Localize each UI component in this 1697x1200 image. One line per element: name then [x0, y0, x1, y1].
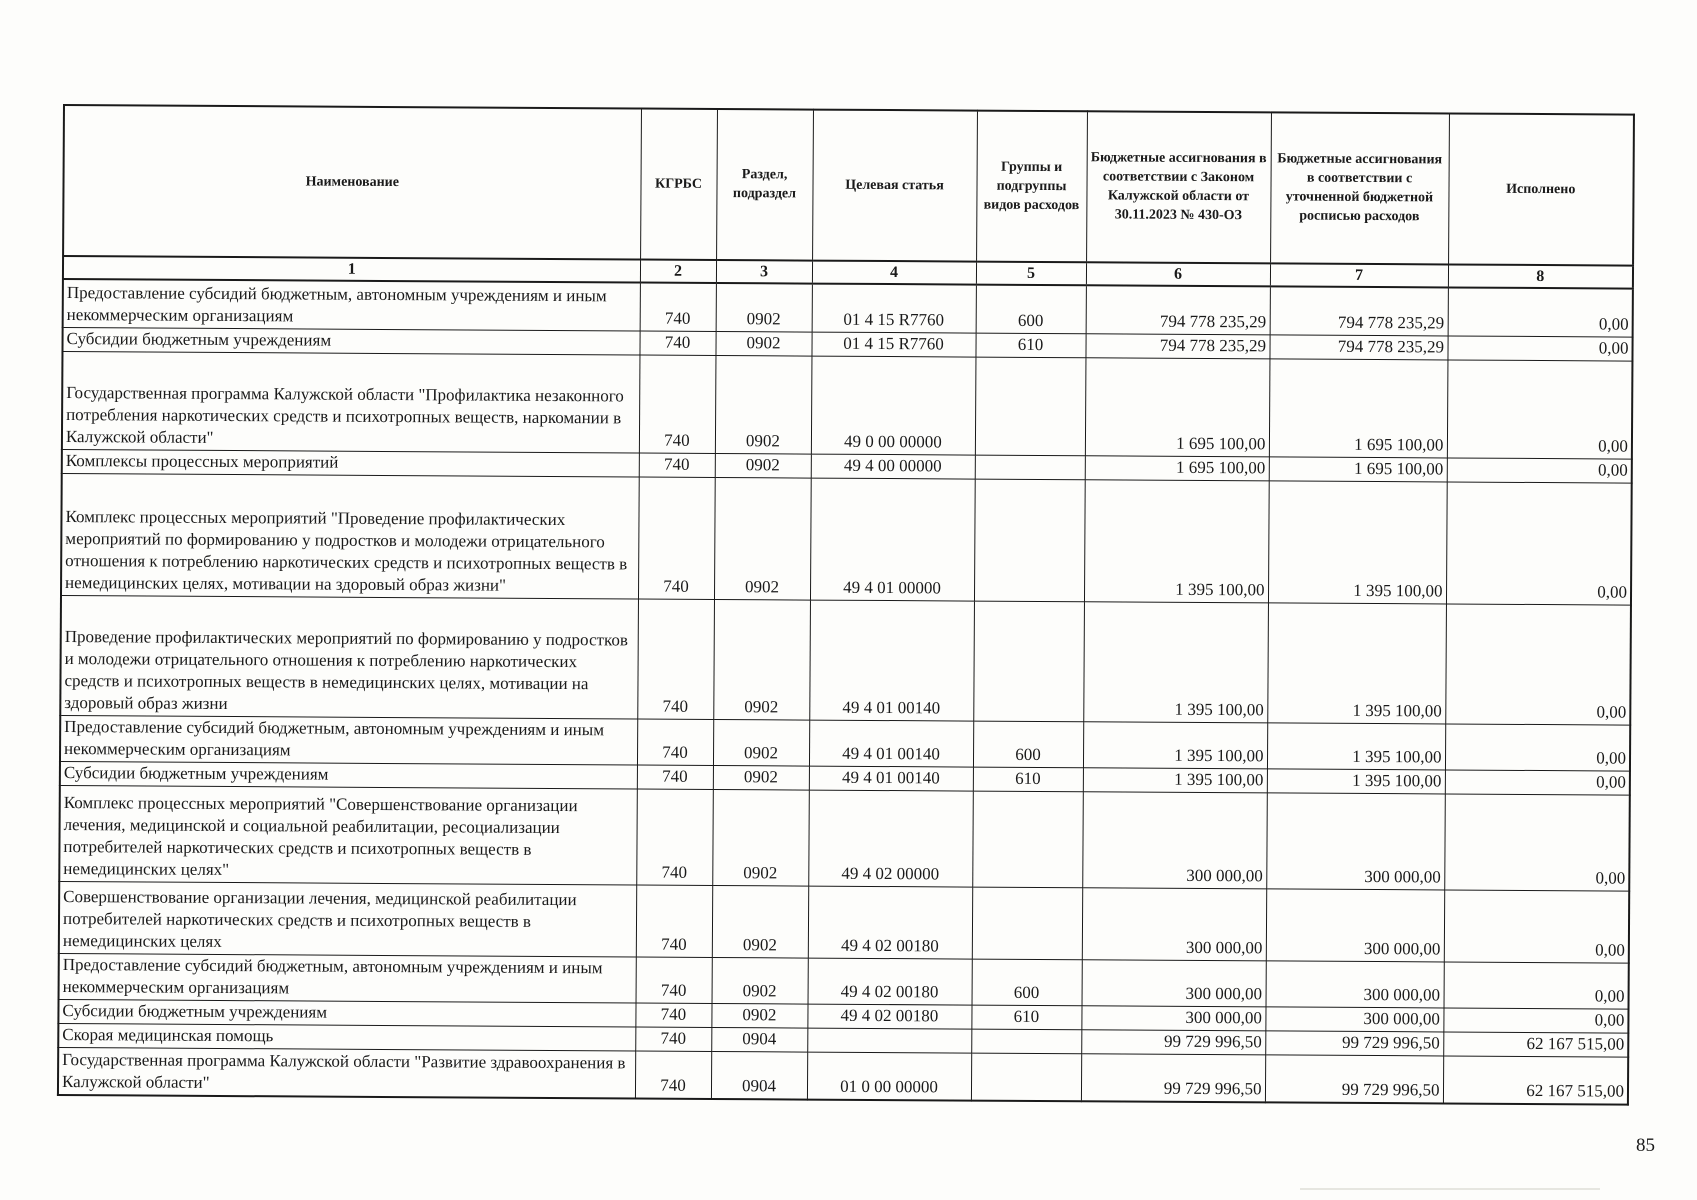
- row-refined-amount: 1 395 100,00: [1267, 722, 1445, 769]
- row-name: Комплекс процессных мероприятий "Совершенствование организации лечения, медицинской и социальной реабилитации, ресоциализации потребителей наркотических средств и психотропных веществ в немедицинских целях": [59, 785, 637, 885]
- row-refined-amount: 99 729 996,50: [1265, 1054, 1443, 1103]
- row-section: 0902: [712, 957, 808, 1004]
- row-group: [973, 601, 1084, 722]
- row-kgrbs: 740: [637, 719, 713, 765]
- column-number: 7: [1270, 263, 1448, 287]
- scan-artifact: [1300, 1188, 1600, 1190]
- row-kgrbs: 740: [639, 453, 715, 477]
- row-kgrbs: 740: [635, 1027, 711, 1051]
- table-row: [58, 1047, 1628, 1105]
- row-name: Комплекс процессных мероприятий "Проведение профилактических мероприятий по формированию у подростков и молодежи отрицательного отношения к потреблению наркотических средств и психотропных веществ в немедицинских целях, мотивации на здоровый образ жизни": [61, 473, 639, 599]
- row-target: 49 4 02 00180: [808, 958, 972, 1005]
- row-kgrbs: 740: [637, 599, 714, 719]
- row-target: 49 4 01 00140: [809, 720, 973, 767]
- row-law-amount: 794 778 235,29: [1085, 333, 1269, 358]
- header-refined-allocations: Бюджетные ассигнования в соответствии с уточненной бюджетной росписью расходов: [1270, 112, 1449, 264]
- row-law-amount: 99 729 996,50: [1081, 1053, 1265, 1102]
- row-name: Предоставление субсидий бюджетным, автономным учреждениям и иным некоммерческим организациям: [60, 715, 637, 765]
- row-law-amount: 1 395 100,00: [1084, 479, 1269, 602]
- row-law-amount: 794 778 235,29: [1086, 285, 1270, 334]
- row-name: Комплексы процессных мероприятий: [62, 449, 639, 477]
- table-row: [59, 881, 1629, 963]
- header-section: Раздел, подраздел: [716, 109, 813, 261]
- row-group: [974, 479, 1085, 602]
- row-group: 600: [973, 721, 1083, 768]
- row-kgrbs: 740: [638, 477, 715, 599]
- row-law-amount: 1 695 100,00: [1085, 357, 1270, 456]
- row-refined-amount: 1 695 100,00: [1269, 358, 1448, 457]
- row-kgrbs: 740: [636, 885, 712, 957]
- row-target: 01 4 15 R7760: [811, 332, 975, 357]
- header-groups: Группы и подгруппы видов расходов: [976, 111, 1087, 263]
- row-section: 0902: [711, 1003, 807, 1028]
- row-group: 600: [972, 959, 1082, 1006]
- row-executed-amount: 0,00: [1444, 889, 1629, 962]
- row-section: 0902: [715, 331, 811, 356]
- row-name: Субсидии бюджетным учреждениям: [60, 761, 637, 789]
- column-number: 8: [1448, 264, 1633, 288]
- row-executed-amount: 0,00: [1444, 961, 1629, 1008]
- row-refined-amount: 794 778 235,29: [1269, 334, 1447, 359]
- table-row: [61, 473, 1632, 605]
- row-executed-amount: 0,00: [1448, 287, 1633, 336]
- row-law-amount: 300 000,00: [1082, 791, 1267, 888]
- row-group: 610: [971, 1005, 1081, 1030]
- row-executed-amount: 62 167 515,00: [1443, 1055, 1628, 1104]
- row-kgrbs: 740: [635, 1051, 711, 1099]
- row-kgrbs: 740: [640, 283, 716, 331]
- header-kgrbs: КГРБС: [640, 109, 717, 260]
- row-group: [972, 887, 1082, 960]
- row-section: 0902: [713, 719, 809, 766]
- row-executed-amount: 0,00: [1445, 723, 1630, 770]
- row-group: 610: [975, 333, 1085, 358]
- row-section: 0902: [715, 355, 812, 454]
- column-number: 3: [716, 260, 812, 284]
- row-target: 49 4 01 00140: [809, 600, 974, 721]
- row-group: 610: [973, 767, 1083, 792]
- row-name: Проведение профилактических мероприятий по формированию у подростков и молодежи отрицательного отношения к потреблению наркотических средств и психотропных веществ в немедицинских целях, мотивации на здоровый образ жизни: [60, 595, 638, 719]
- table-row: [62, 351, 1633, 459]
- row-kgrbs: 740: [639, 355, 716, 453]
- row-group: 600: [976, 285, 1086, 334]
- row-refined-amount: 300 000,00: [1266, 792, 1445, 889]
- header-row: [63, 105, 1634, 266]
- budget-sheet: [57, 104, 1633, 1106]
- row-section: 0902: [713, 765, 809, 790]
- row-target: 01 4 15 R7760: [812, 284, 976, 333]
- row-section: 0902: [716, 283, 812, 332]
- row-target: 49 0 00 00000: [811, 356, 976, 455]
- row-target: 49 4 01 00000: [810, 478, 975, 601]
- row-law-amount: 300 000,00: [1081, 1005, 1265, 1030]
- row-name: Совершенствование организации лечения, медицинской реабилитации потребителей наркотических средств и психотропных веществ в немедицинских целях: [59, 881, 636, 957]
- row-law-amount: 1 395 100,00: [1083, 601, 1268, 722]
- row-refined-amount: 794 778 235,29: [1270, 286, 1448, 335]
- row-kgrbs: 740: [639, 331, 715, 355]
- row-target: 49 4 02 00000: [808, 790, 973, 887]
- row-law-amount: 1 395 100,00: [1083, 721, 1267, 768]
- row-refined-amount: 1 395 100,00: [1267, 602, 1446, 723]
- row-kgrbs: 740: [635, 1003, 711, 1027]
- row-target: 49 4 02 00180: [807, 1004, 971, 1029]
- row-target: 49 4 01 00140: [809, 766, 973, 791]
- row-section: 0902: [712, 885, 808, 958]
- row-name: Субсидии бюджетным учреждениям: [62, 327, 639, 355]
- row-executed-amount: 0,00: [1445, 603, 1631, 724]
- row-name: Государственная программа Калужской области "Профилактика незаконного потребления наркотических средств и психотропных веществ, наркомании в Калужской области": [62, 351, 640, 453]
- row-refined-amount: 1 395 100,00: [1267, 768, 1445, 793]
- row-name: Предоставление субсидий бюджетным, автономным учреждениям и иным некоммерческим организациям: [59, 953, 636, 1003]
- row-law-amount: 99 729 996,50: [1081, 1029, 1265, 1054]
- header-name: Наименование: [63, 105, 641, 260]
- row-name: Государственная программа Калужской области "Развитие здравоохранения в Калужской области": [58, 1047, 635, 1099]
- row-law-amount: 1 695 100,00: [1085, 455, 1269, 480]
- header-law-allocations: Бюджетные ассигнования в соответствии с Законом Калужской области от 30.11.2023 № 430-ОЗ: [1086, 111, 1271, 263]
- row-kgrbs: 740: [637, 765, 713, 789]
- column-number: 4: [812, 261, 976, 285]
- row-group: [975, 357, 1086, 456]
- row-executed-amount: 0,00: [1446, 481, 1632, 604]
- header-executed: Исполнено: [1448, 113, 1634, 265]
- column-number: 2: [640, 260, 716, 283]
- row-executed-amount: 0,00: [1447, 359, 1633, 458]
- row-section: 0902: [714, 477, 811, 600]
- row-section: 0902: [715, 453, 811, 478]
- table-row: [59, 785, 1630, 891]
- row-target: [807, 1028, 971, 1053]
- row-section: 0904: [711, 1051, 807, 1100]
- row-group: [975, 455, 1085, 480]
- row-executed-amount: 0,00: [1444, 793, 1630, 890]
- row-section: 0904: [711, 1027, 807, 1052]
- row-law-amount: 1 395 100,00: [1083, 767, 1267, 792]
- row-target: 49 4 00 00000: [811, 454, 975, 479]
- page-number: 85: [1636, 1135, 1655, 1156]
- row-target: 01 0 00 00000: [807, 1052, 971, 1101]
- row-law-amount: 300 000,00: [1082, 887, 1266, 960]
- row-section: 0902: [713, 599, 810, 720]
- row-executed-amount: 0,00: [1447, 457, 1632, 482]
- row-refined-amount: 300 000,00: [1266, 960, 1444, 1007]
- row-executed-amount: 0,00: [1447, 335, 1632, 360]
- row-law-amount: 300 000,00: [1082, 959, 1266, 1006]
- header-target: Целевая статья: [812, 110, 977, 262]
- row-target: 49 4 02 00180: [808, 886, 972, 959]
- row-section: 0902: [712, 789, 809, 886]
- row-name: Субсидии бюджетным учреждениям: [58, 999, 635, 1027]
- row-refined-amount: 300 000,00: [1266, 888, 1444, 961]
- row-executed-amount: 0,00: [1445, 769, 1630, 794]
- row-group: [971, 1029, 1081, 1054]
- column-number: 6: [1086, 262, 1270, 286]
- row-group: [971, 1053, 1081, 1102]
- row-refined-amount: 99 729 996,50: [1265, 1030, 1443, 1055]
- row-kgrbs: 740: [636, 957, 712, 1003]
- column-number: 5: [976, 262, 1086, 286]
- table-row: [60, 595, 1631, 725]
- row-refined-amount: 300 000,00: [1265, 1006, 1443, 1031]
- budget-table: [57, 104, 1635, 1106]
- column-number: 1: [63, 256, 640, 283]
- row-refined-amount: 1 395 100,00: [1268, 480, 1447, 603]
- row-name: Скорая медицинская помощь: [58, 1023, 635, 1051]
- row-group: [972, 791, 1083, 888]
- row-executed-amount: 62 167 515,00: [1443, 1031, 1628, 1056]
- row-executed-amount: 0,00: [1443, 1007, 1628, 1032]
- row-kgrbs: 740: [636, 789, 713, 885]
- row-refined-amount: 1 695 100,00: [1269, 456, 1447, 481]
- row-name: Предоставление субсидий бюджетным, автономным учреждениям и иным некоммерческим организациям: [63, 279, 640, 331]
